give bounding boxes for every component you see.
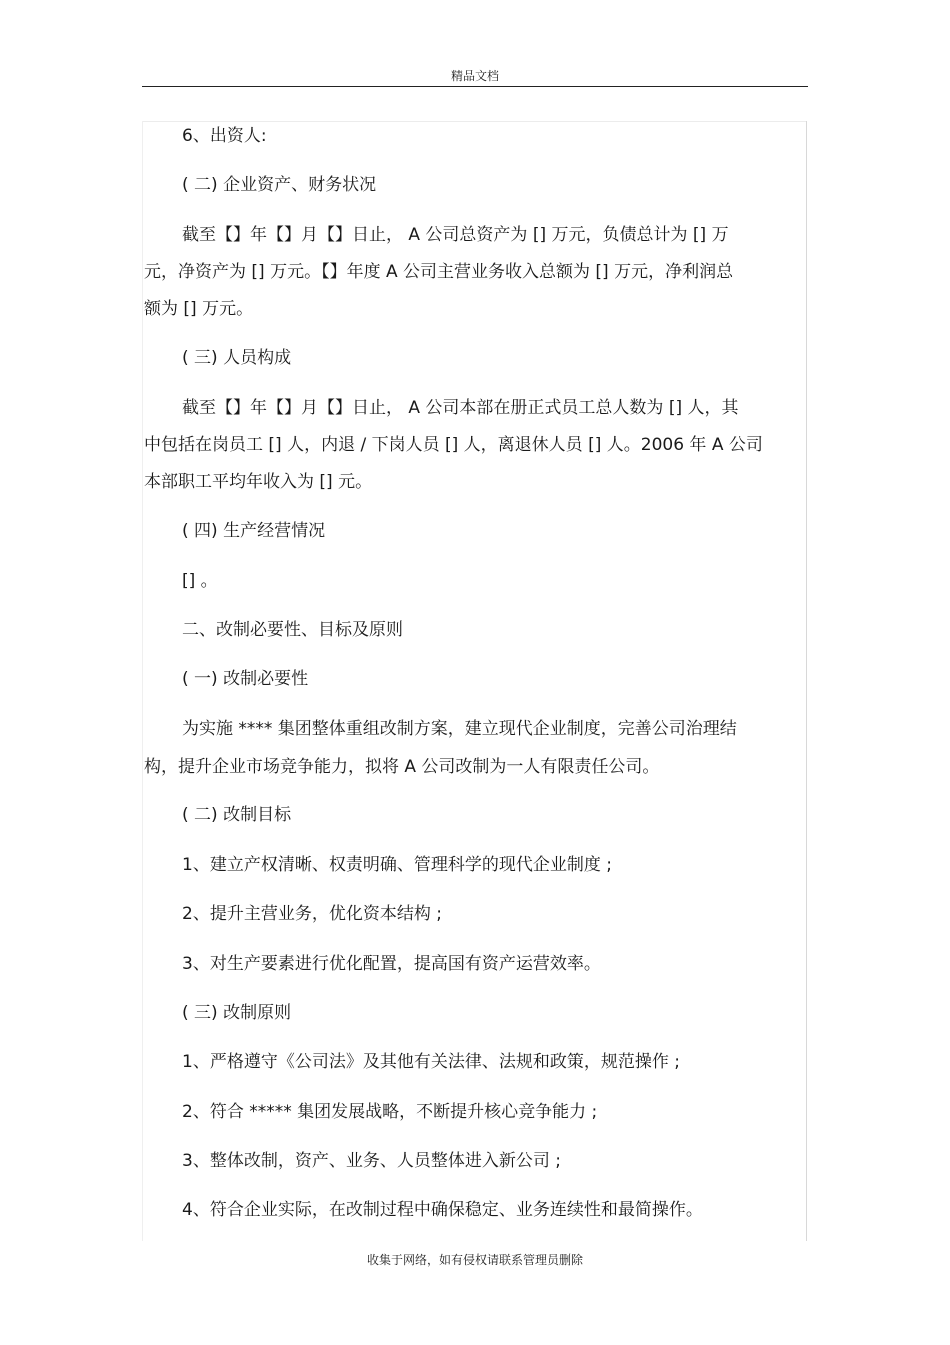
section-goals-heading: ( 二) 改制目标 [182,805,292,825]
assets-paragraph-line-3: 额为 [] 万元。 [144,299,254,319]
principle-item-1: 1、严格遵守《公司法》及其他有关法律、法规和政策，规范操作 ; [182,1052,680,1072]
principle-item-3: 3、整体改制，资产、业务、人员整体进入新公司 ; [182,1151,561,1171]
investor-line: 6、出资人: [182,126,267,146]
goal-item-2: 2、提升主营业务，优化资本结构 ; [182,904,442,924]
goal-item-1: 1、建立产权清晰、权责明确、管理科学的现代企业制度 ; [182,855,612,875]
staff-paragraph-line-1: 截至【】年【】月【】日止， A 公司本部在册正式员工总人数为 [] 人，其 [182,398,739,418]
principle-item-2: 2、符合 ***** 集团发展战略，不断提升核心竞争能力 ; [182,1102,598,1122]
goal-item-3: 3、对生产要素进行优化配置，提高国有资产运营效率。 [182,954,601,974]
necessity-paragraph-line-2: 构，提升企业市场竞争能力，拟将 A 公司改制为一人有限责任公司。 [144,757,660,777]
section-principles-heading: ( 三) 改制原则 [182,1003,292,1023]
assets-paragraph-line-1: 截至【】年【】月【】日止， A 公司总资产为 [] 万元，负债总计为 [] 万 [182,225,729,245]
staff-paragraph-line-2: 中包括在岗员工 [] 人，内退 / 下岗人员 [] 人，离退休人员 [] 人。2006 年 A 公司 [144,435,763,455]
section-assets-heading: ( 二) 企业资产、财务状况 [182,175,377,195]
section-operations-heading: ( 四) 生产经营情况 [182,521,326,541]
section-staff-heading: ( 三) 人员构成 [182,348,292,368]
chapter-two-heading: 二、改制必要性、目标及原则 [182,620,403,640]
staff-paragraph-line-3: 本部职工平均年收入为 [] 元。 [144,472,373,492]
section-necessity-heading: ( 一) 改制必要性 [182,669,309,689]
necessity-paragraph-line-1: 为实施 **** 集团整体重组改制方案，建立现代企业制度，完善公司治理结 [182,719,737,739]
assets-paragraph-line-2: 元，净资产为 [] 万元。【】年度 A 公司主营业务收入总额为 [] 万元，净利润总 [144,262,734,282]
page-header-label: 精品文档 [450,69,499,83]
principle-item-4: 4、符合企业实际，在改制过程中确保稳定、业务连续性和最简操作。 [182,1200,703,1220]
operations-placeholder: [] 。 [182,571,218,591]
page-footer-label: 收集于网络，如有侵权请联系管理员删除 [366,1253,583,1267]
